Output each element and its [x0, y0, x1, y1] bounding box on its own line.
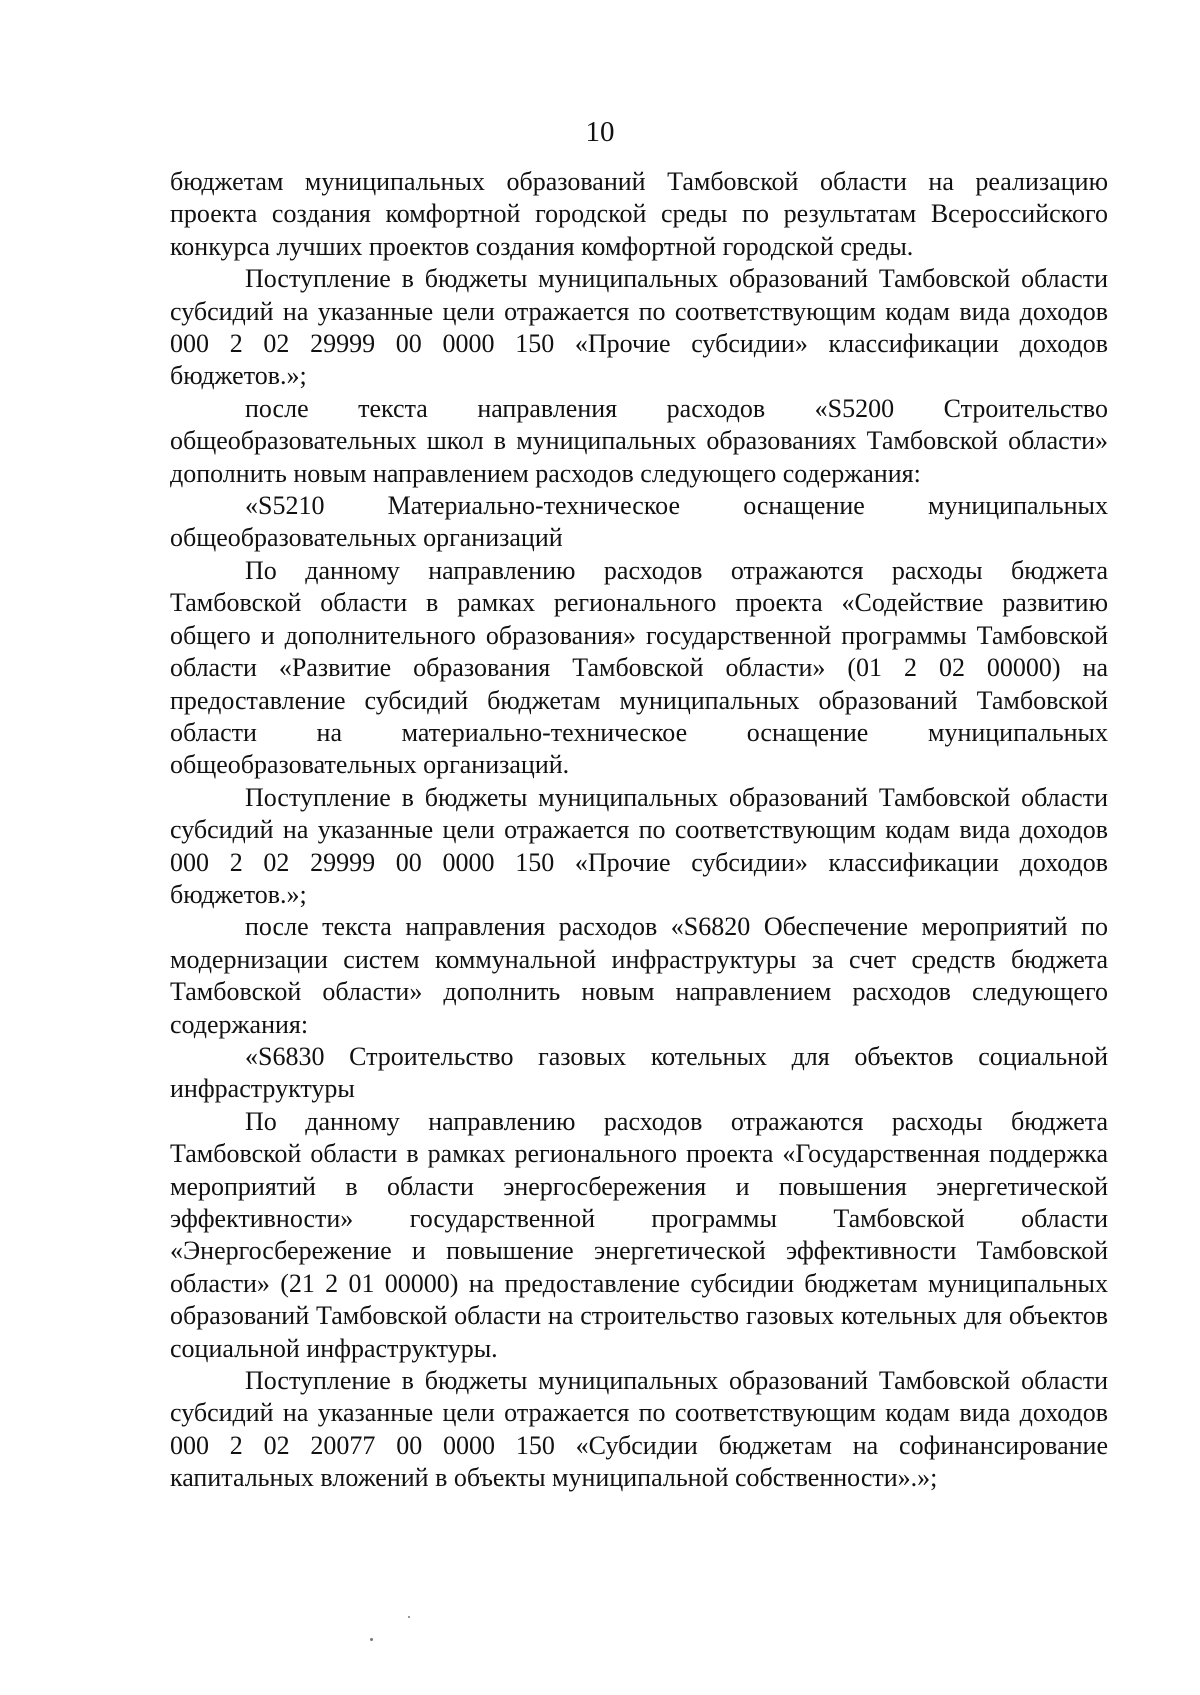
paragraph: По данному направлению расходов отражаются расходы бюджета Тамбовской области в рамках регионального проекта «Содействие развитию общего и дополнительного образования» государственной программы Тамбовской области «Развитие образования Тамбовской области» (01 2 02 00000) на предоставление субсидий бюджетам муниципальных образований Тамбовской области на материально-техническое оснащение муниципальных общеобразовательных организаций. — [170, 555, 1108, 780]
paragraph: Поступление в бюджеты муниципальных образований Тамбовской области субсидий на указанные цели отражается по соответствующим кодам вида доходов 000 2 02 29999 00 0000 150 «Прочие субсидии» классификации доходов бюджетов.»; — [170, 264, 1108, 391]
paragraph: Поступление в бюджеты муниципальных образований Тамбовской области субсидий на указанные цели отражается по соответствующим кодам вида доходов 000 2 02 20077 00 0000 150 «Субсидии бюджетам на софинансирование капитальных вложений в объекты муниципальной собственности».»; — [170, 1366, 1108, 1493]
scan-speck — [408, 1616, 410, 1618]
paragraph: после текста направления расходов «S5200 Строительство общеобразовательных школ в муниципальных образованиях Тамбовской области» дополнить новым направлением расходов следующего содержания: — [170, 393, 1108, 488]
scan-speck — [370, 1638, 373, 1641]
document-body — [170, 166, 1108, 1495]
paragraph: «S5210 Материально-техническое оснащение муниципальных общеобразовательных организаций — [170, 491, 1108, 553]
paragraph: бюджетам муниципальных образований Тамбовской области на реализацию проекта создания комфортной городской среды по результатам Всероссийского конкурса лучших проектов создания комфортной городской среды. — [170, 167, 1108, 261]
paragraph: после текста направления расходов «S6820 Обеспечение мероприятий по модернизации систем коммунальной инфраструктуры за счет средств бюджета Тамбовской области» дополнить новым направлением расходов следующего содержания: — [170, 912, 1108, 1039]
paragraph: «S6830 Строительство газовых котельных для объектов социальной инфраструктуры — [170, 1041, 1108, 1104]
paragraph: По данному направлению расходов отражаются расходы бюджета Тамбовской области в рамках регионального проекта «Государственная поддержка мероприятий в области энергосбережения и повышения энергетической эффективности» государственной программы Тамбовской области «Энергосбережение и повышение энергетической эффективности Тамбовской области» (21 2 01 00000) на предоставление субсидии бюджетам муниципальных образований Тамбовской области на строительство газовых котельных для объектов социальной инфраструктуры. — [170, 1106, 1108, 1363]
paragraph: Поступление в бюджеты муниципальных образований Тамбовской области субсидий на указанные цели отражается по соответствующим кодам вида доходов 000 2 02 29999 00 0000 150 «Прочие субсидии» классификации доходов бюджетов.»; — [170, 782, 1108, 909]
page-number: 10 — [585, 116, 615, 148]
